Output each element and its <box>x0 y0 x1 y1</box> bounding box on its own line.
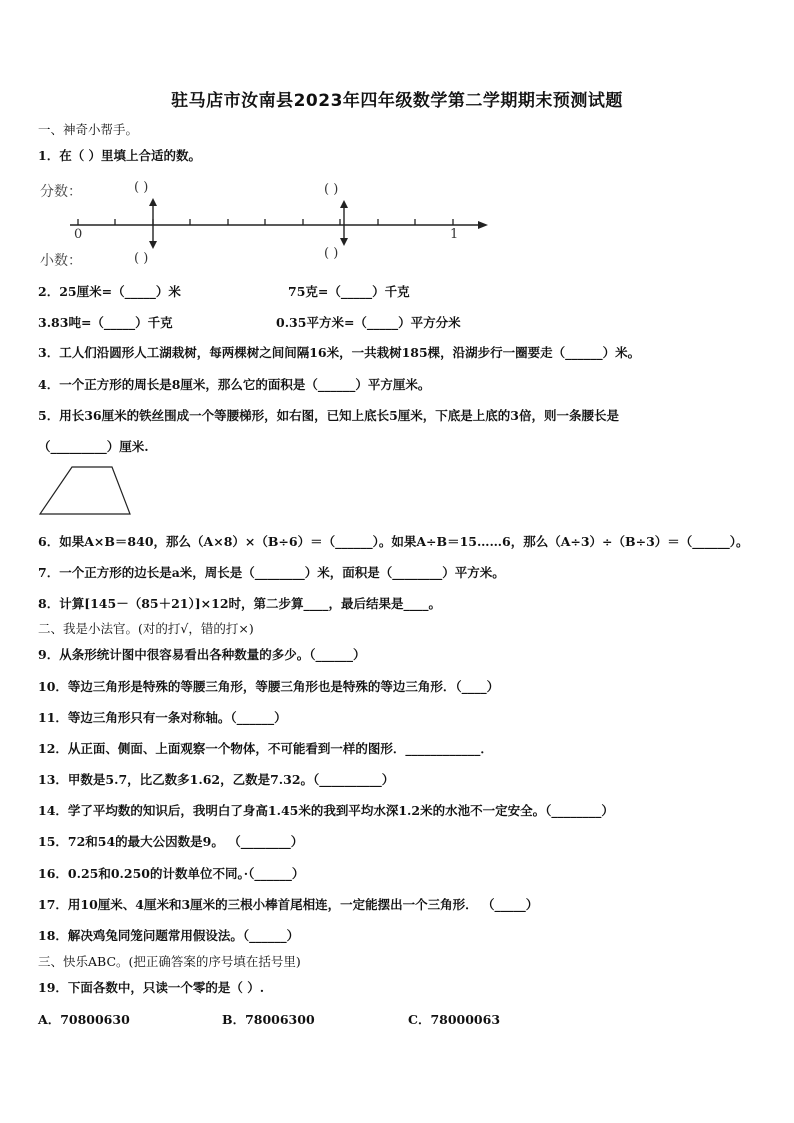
fraction-label: 分数： <box>40 184 82 200</box>
decimal-label: 小数： <box>40 253 82 269</box>
question-1: 1．在（ ）里填上合适的数。 <box>38 148 202 163</box>
fraction-blank-2: ( ) <box>324 182 339 197</box>
number-line-figure <box>60 172 500 272</box>
section-3-heading: 三、快乐ABC。(把正确答案的序号填在括号里) <box>38 954 301 969</box>
decimal-blank-1: ( ) <box>134 251 149 266</box>
question-14: 14．学了平均数的知识后，我明白了身高1.45米的我到平均水深1.2米的水池不一定安全。（________） <box>38 803 614 818</box>
fraction-blank-1: ( ) <box>134 180 149 195</box>
question-4: 4．一个正方形的周长是8厘米，那么它的面积是（______）平方厘米。 <box>38 377 431 392</box>
tick-label-one: 1 <box>450 227 459 242</box>
question-7: 7．一个正方形的边长是a米，周长是（________）米，面积是（________）平方米。 <box>38 565 505 580</box>
option-c: C．78000063 <box>408 1012 501 1027</box>
question-15: 15．72和54的最大公因数是9。 （________） <box>38 834 304 849</box>
question-16: 16．0.25和0.250的计数单位不同。·（______） <box>38 866 305 881</box>
question-11: 11．等边三角形只有一条对称轴。（______） <box>38 710 287 725</box>
trapezoid-shape <box>40 467 130 514</box>
option-b: B．78006300 <box>222 1012 315 1027</box>
number-line-arrow-icon <box>478 221 488 229</box>
question-10: 10．等边三角形是特殊的等腰三角形，等腰三角形也是特殊的等边三角形．（____） <box>38 679 500 694</box>
trapezoid-figure <box>36 464 134 518</box>
question-6: 6．如果A×B＝840，那么（A×8）×（B÷6）＝（______）。如果A÷B＝15……6，那么（A÷3）÷（B÷3）＝（______）。 <box>38 534 749 549</box>
question-12: 12．从正面、侧面、上面观察一个物体，不可能看到一样的图形．____________． <box>38 741 493 756</box>
question-18: 18．解决鸡兔同笼问题常用假设法。（______） <box>38 928 300 943</box>
question-8: 8．计算[145－（85＋21）]×12时，第二步算____，最后结果是____。 <box>38 596 442 611</box>
question-2a: 2．25厘米=（_____）米 <box>38 284 181 299</box>
section-1-heading: 一、神奇小帮手。 <box>38 122 139 137</box>
question-2c: 3.83吨=（_____）千克 <box>38 315 173 330</box>
decimal-blank-2: ( ) <box>324 246 339 261</box>
question-13: 13．甲数是5.7，比乙数多1.62，乙数是7.32。（__________） <box>38 772 395 787</box>
up-arrow-icon-1 <box>149 198 157 206</box>
down-arrow-icon-2 <box>340 238 348 246</box>
down-arrow-icon-1 <box>149 241 157 249</box>
question-19: 19．下面各数中，只读一个零的是（ ）. <box>38 980 265 995</box>
question-9: 9．从条形统计图中很容易看出各种数量的多少。（______） <box>38 647 366 662</box>
tick-label-zero: 0 <box>74 227 83 242</box>
up-arrow-icon-2 <box>340 200 348 208</box>
number-line-ticks <box>78 219 453 225</box>
page-title: 驻马店市汝南县2023年四年级数学第二学期期末预测试题 <box>171 91 623 111</box>
question-3: 3．工人们沿圆形人工湖栽树，每两棵树之间间隔16米，一共栽树185棵，沿湖步行一圈要走（______）米。 <box>38 345 641 360</box>
question-2d: 0.35平方米=（_____）平方分米 <box>276 315 461 330</box>
question-17: 17．用10厘米、4厘米和3厘米的三根小棒首尾相连，一定能摆出一个三角形． （_____） <box>38 897 539 912</box>
question-5-line2: （_________）厘米. <box>38 439 149 454</box>
question-2b: 75克=（_____）千克 <box>288 284 410 299</box>
question-5-line1: 5．用长36厘米的铁丝围成一个等腰梯形，如右图，已知上底长5厘米，下底是上底的3倍，则一条腰长是 <box>38 408 619 423</box>
section-2-heading: 二、我是小法官。(对的打√，错的打×) <box>38 621 254 636</box>
option-a: A．70800630 <box>38 1012 130 1027</box>
